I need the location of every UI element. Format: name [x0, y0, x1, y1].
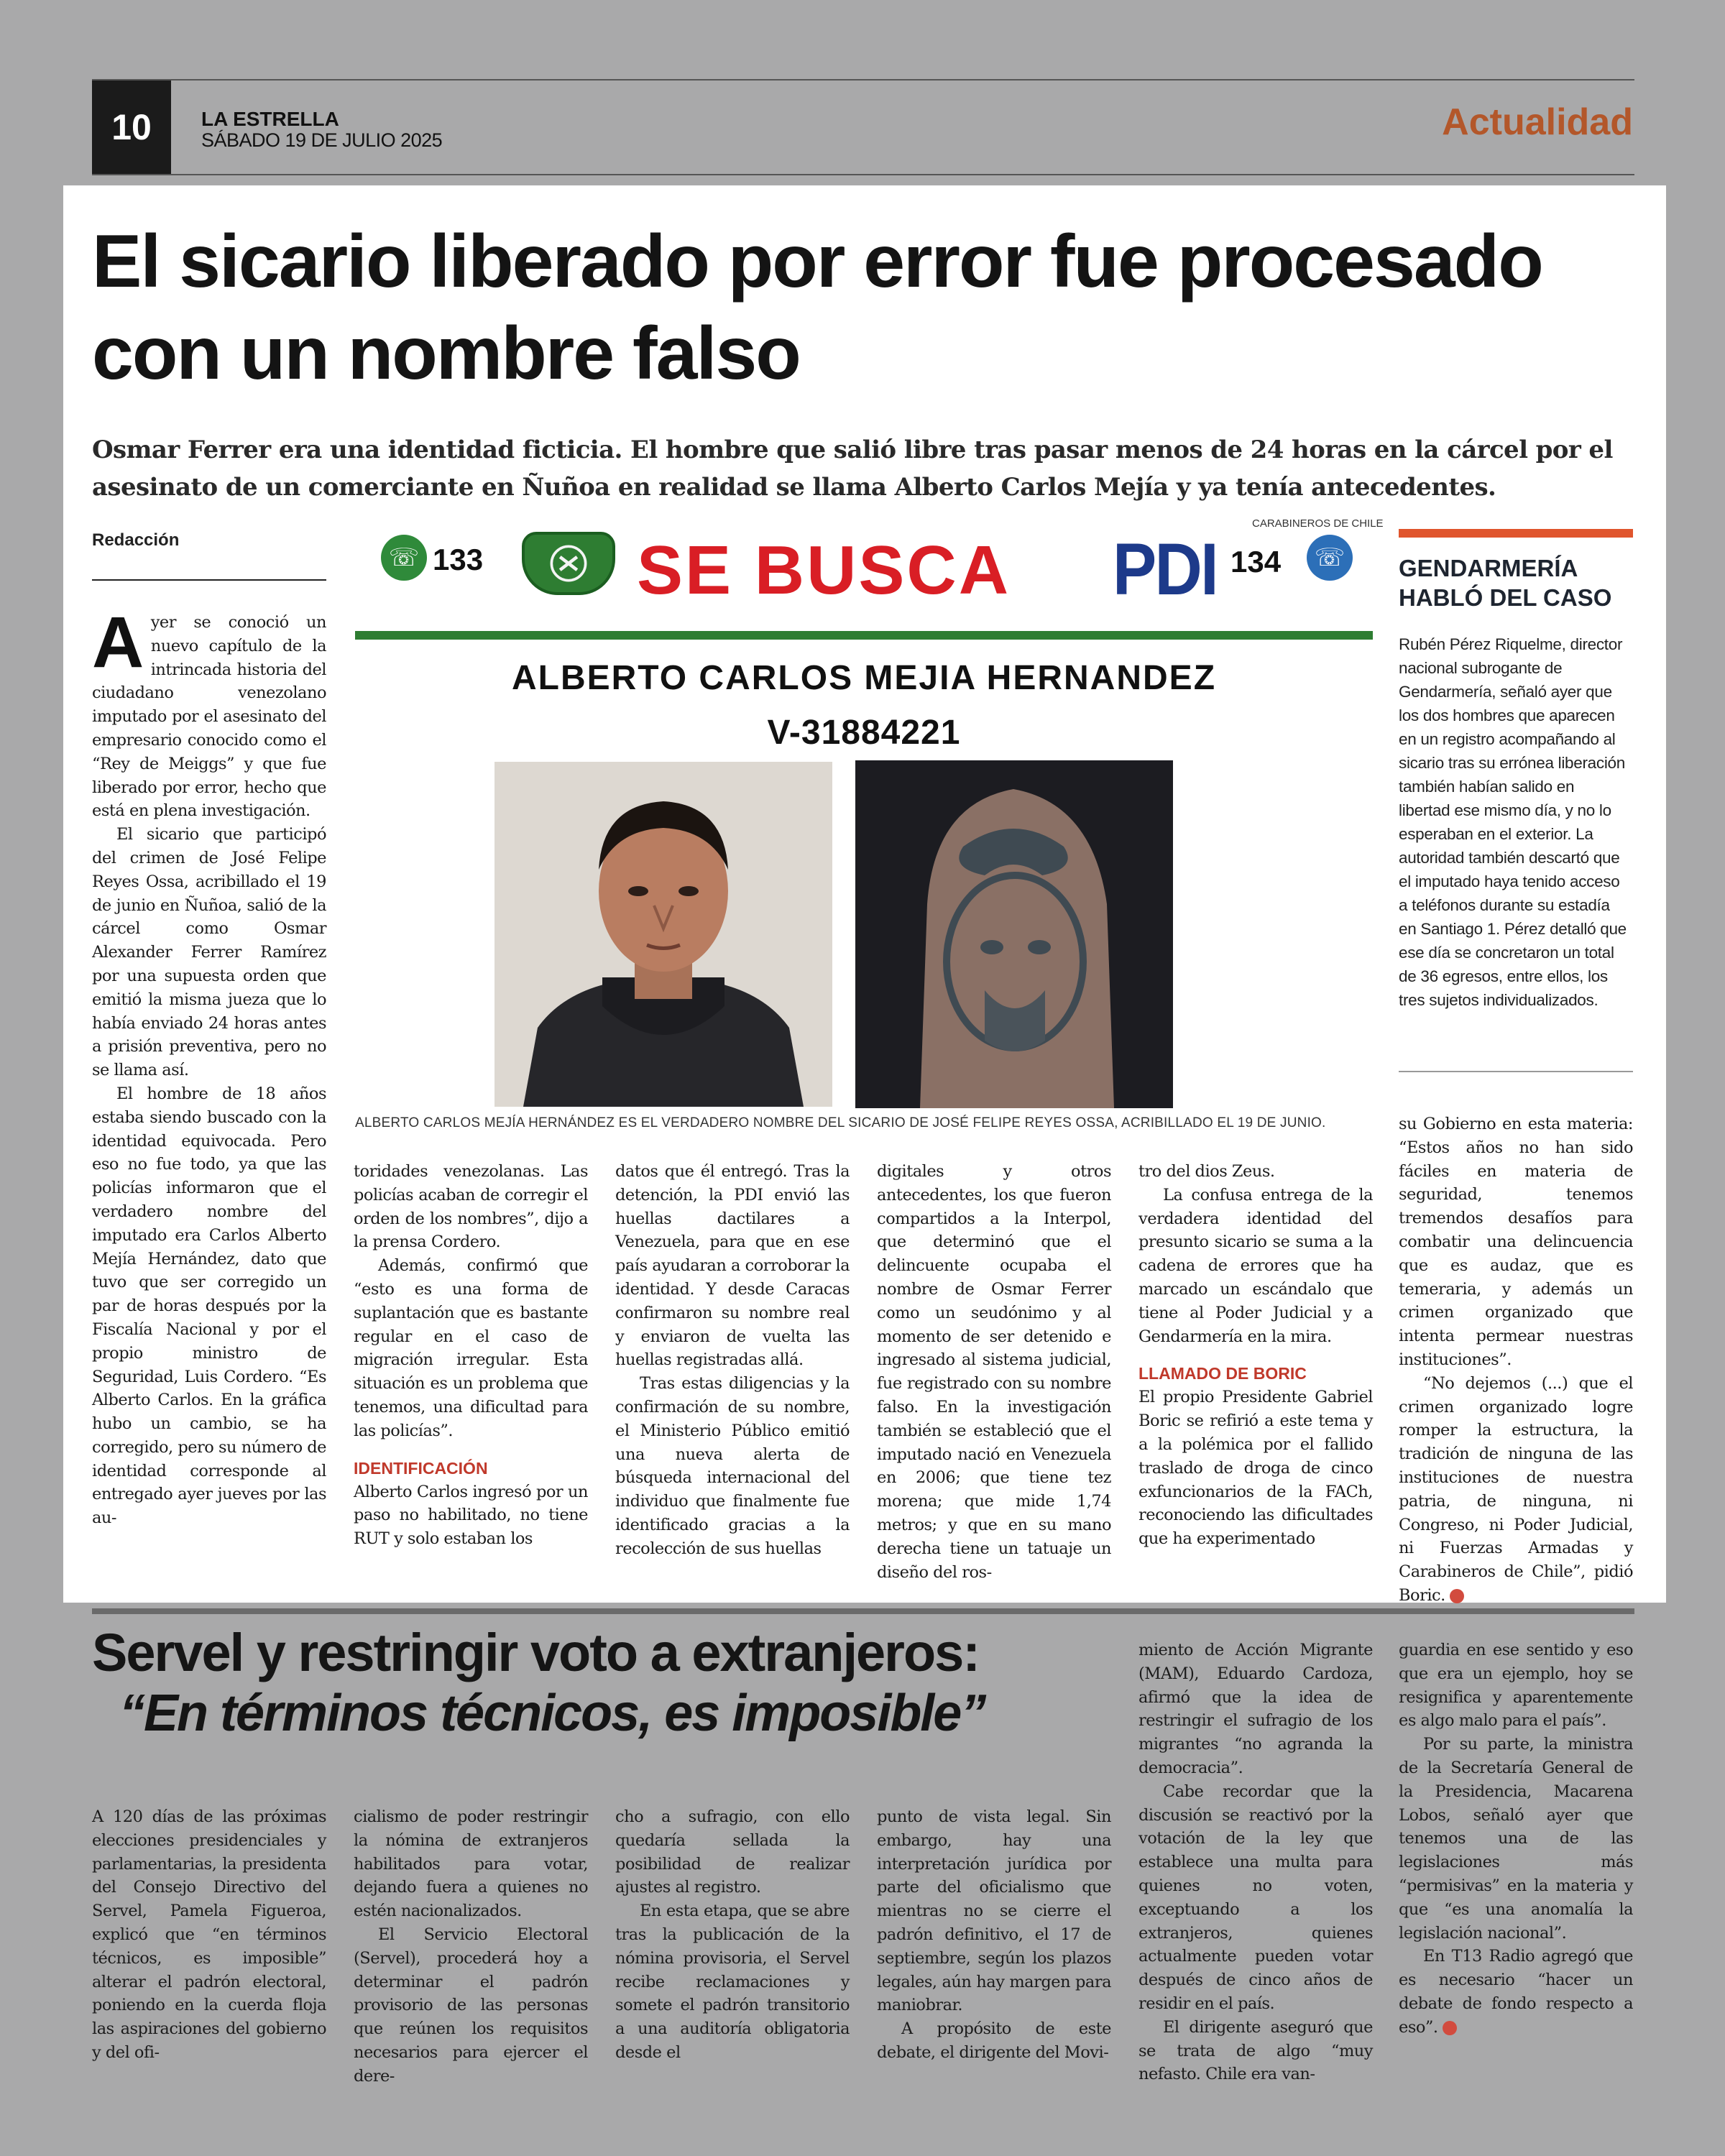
article-paragraph: El Servicio Electoral (Servel), procederá hoy a determinar el padrón provisorio de las personas que reúnen los requisitos necesarios para ejercer el dere- [354, 1925, 588, 2086]
article-headline: El sicario liberado por error fue procesado con un nombre falso [92, 220, 1542, 395]
page-number: 10 [92, 80, 171, 174]
photo-caption: ALBERTO CARLOS MEJÍA HERNÁNDEZ ES EL VERDADERO NOMBRE DEL SICARIO DE JOSÉ FELIPE REYES OSSA, ACRIBILLADO EL 19 DE JUNIO. [355, 1115, 1326, 1130]
subhead-identificacion: IDENTIFICACIÓN [354, 1458, 488, 1478]
sidebar-title: GENDARMERÍA HABLÓ DEL CASO [1399, 555, 1612, 611]
article-paragraph: El propio Presidente Gabriel Boric se refirió a este tema y a la polémica por el fallido traslado de droga de cinco exfuncionarios de la FACh, reconociendo las dificultades que ha experimentado [1138, 1388, 1373, 1549]
article2-headline: Servel y restringir voto a extranjeros: [92, 1623, 979, 1682]
article-paragraph: su Gobierno en esta materia: “Estos años no han sido fáciles en materia de seguridad, tenemos tremendos desafíos para combatir una delincuencia que es audaz, que es temeraria, y además un crimen organizado que intenta permear nuestras instituciones”. [1399, 1115, 1633, 1369]
article2-top-rule [92, 1608, 1634, 1614]
article-paragraph: En esta etapa, que se abre tras la publicación de la nómina provisoria, el Servel recibe reclamaciones y somete el padrón transitorio a una auditoría obligatoria desde el [615, 1902, 850, 2062]
article2-column-6 [1399, 1639, 1633, 2040]
article-paragraph: Alberto Carlos ingresó por un paso no habilitado, no tiene RUT y solo estaban los [354, 1482, 588, 1549]
article-paragraph: Cabe recordar que la discusión se reactivó por la votación de la ley que establece una multa para quienes no voten, exceptuando a los extranjeros, quienes actualmente pueden votar después de cinco años de residir en el país. [1138, 1782, 1373, 2013]
article2-subheadline: “En términos técnicos, es imposible” [119, 1685, 985, 1742]
article-paragraph: Por su parte, la ministra de la Secretaría General de la Presidencia, Macarena Lobos, señaló ayer que tenemos una de las legislaciones más “permisivas” en la materia y que “es una anomalía la legislación nacional”. [1399, 1735, 1633, 1943]
wanted-person-id: V-31884221 [767, 714, 961, 752]
article-paragraph: En T13 Radio agregó que es necesario “hacer un debate de fondo respecto a eso”. [1399, 1947, 1633, 2037]
article-paragraph: El hombre de 18 años estaba siendo buscado con la identidad equivocada. Pero eso no fue todo, ya que las policías informaron que el verdadero nombre del imputado era Carlos Alberto Mejía Hernández, dato que tuvo que ser corregido un par de horas después por la Fiscalía Nacional y por el propio ministro de Seguridad, Luis Cordero. “Es Alberto Carlos. En la gráfica hubo un cambio, se ha corregido, pero su número de identidad corresponde al entregado ayer jueves por las au- [92, 1084, 326, 1528]
article-paragraph: La confusa entrega de la verdadera identidad del presunto sicario se suma a la cadena de errores que ha marcado un escándalo que tiene al Poder Judicial y a Gendarmería en la mira. [1138, 1185, 1373, 1346]
article-paragraph: Ayer se conoció un nuevo capítulo de la intrincada historia del ciudadano venezolano imputado por el asesinato del empresario conocido como el “Rey de Meiggs” y que fue liberado por error, hecho que está en plena investigación. [92, 602, 326, 821]
drop-cap: A [92, 602, 144, 683]
newspaper-name: LA ESTRELLA [201, 108, 339, 130]
issue-date: SÁBADO 19 DE JULIO 2025 [201, 129, 443, 151]
article2-column-2 [354, 1805, 588, 2088]
article-paragraph: cho a sufragio, con ello quedaría sellada la posibilidad de realizar ajustes al registro. [615, 1807, 850, 1897]
header-bottom-rule [92, 174, 1634, 175]
article-paragraph: datos que él entregó. Tras la detención, la PDI envió las huellas dactilares a Venezuela, para que en ese país ayudaran a corroborar la identidad. Y desde Caracas confirmaron su nombre real y enviaron de vuelta las huellas registradas allá. [615, 1162, 850, 1370]
article-paragraph: miento de Acción Migrante (MAM), Eduardo Cardoza, afirmó que la idea de restringir el sufragio de los migrantes “no agranda la democracia”. [1138, 1641, 1373, 1777]
phone-icon: ☏ [1307, 535, 1353, 581]
article2-column-1 [92, 1805, 326, 2065]
article2-column-4 [877, 1805, 1111, 2065]
phone-icon: ☏ [381, 535, 427, 581]
pdi-logo: PDI [1113, 528, 1217, 610]
sidebar-body: Rubén Pérez Riquelme, director nacional subrogante de Gendarmería, señaló ayer que los dos hombres que aparecen en un registro acompañando al sicario tras su errónea liberación también habían salido en libertad ese mismo día, y no lo esperaban en el exterior. La autoridad también descartó que el imputado haya tenido acceso a teléfonos durante su estadía en Santiago 1. Pérez detalló que ese día se concretaron un total de 36 egresos, entre ellos, los tres sujetos individualizados. [1399, 635, 1627, 1009]
article-column-2 [354, 1160, 588, 1551]
article-paragraph: toridades venezolanas. Las policías acaban de corregir el orden de los nombres”, dijo a la prensa Cordero. [354, 1162, 588, 1252]
article-column-5 [1138, 1160, 1373, 1551]
article-paragraph: A propósito de este debate, el dirigente del Movi- [877, 2019, 1111, 2062]
byline-rule [92, 579, 326, 581]
article-paragraph: tro del dios Zeus. [1138, 1162, 1275, 1181]
tattoo-photo [855, 760, 1173, 1108]
article-byline: Redacción [92, 530, 180, 550]
end-of-article-icon [1443, 2021, 1457, 2035]
article-paragraph: digitales y otros antecedentes, los que fueron compartidos a la Interpol, que determinó que el delincuente ocupaba el nombre de Osmar Ferrer como un seudónimo y al momento de ser detenido e ingresado al sistema judicial, fue registrado con su nombre falso. En la investigación también se estableció que el imputado nació en Venezuela en 2006; que tiene tez morena; que mide 1,74 metros; y que en su mano derecha tiene un tatuaje un diseño del ros- [877, 1162, 1111, 1582]
article-column-4 [877, 1160, 1111, 1584]
poster-green-rule [355, 631, 1373, 640]
carabineros-label: CARABINEROS DE CHILE [1252, 517, 1384, 530]
article2-column-5 [1138, 1639, 1373, 2086]
article-column-6 [1399, 1112, 1633, 1608]
section-label: Actualidad [1442, 101, 1633, 143]
poster-phone-number-left: 133 [433, 543, 484, 576]
carabineros-badge-icon [522, 532, 615, 595]
article-paragraph: El sicario que participó del crimen de José Felipe Reyes Ossa, acribillado el 19 de junio en Ñuñoa, salió de la cárcel como Osmar Alexander Ferrer Ramírez por una supuesta orden que emitió la misma jueza que lo había enviado 24 horas antes a prisión preventiva, pero no se llama así. [92, 825, 326, 1080]
suspect-photo [494, 762, 832, 1107]
wanted-person-name: ALBERTO CARLOS MEJIA HERNANDEZ [511, 659, 1217, 697]
article-paragraph: A 120 días de las próximas elecciones presidenciales y parlamentarias, la presidenta del Consejo Directivo del Servel, Pamela Figueroa, explicó que “en términos técnicos, es imposible” alterar el padrón electoral, poniendo en la cuerda floja las aspiraciones del gobierno y del ofi- [92, 1807, 326, 2062]
header-top-rule [92, 79, 1634, 80]
article-deck: Osmar Ferrer era una identidad ficticia. El hombre que salió libre tras pasar menos de 24 horas en la cárcel por el asesinato de un comerciante en Ñuñoa en realidad se llama Alberto Carlos Mejía y ya tenía antecedentes. [92, 436, 1613, 502]
article-column-1 [92, 602, 326, 1530]
article-column-3 [615, 1160, 850, 1561]
article2-column-3 [615, 1805, 850, 2065]
poster-phone-number-right: 134 [1230, 545, 1282, 579]
sidebar-accent-rule [1399, 529, 1633, 538]
sidebar-end-rule [1399, 1071, 1633, 1072]
article-paragraph: guardia en ese sentido y eso que era un ejemplo, hoy se resignifica y aparentemente es algo malo para el país”. [1399, 1641, 1633, 1731]
poster-title: SE BUSCA [637, 532, 1011, 609]
subhead-llamado-de-boric: LLAMADO DE BORIC [1138, 1364, 1307, 1383]
end-of-article-icon [1450, 1589, 1464, 1603]
article-paragraph: Tras estas diligencias y la confirmación de su nombre, el Ministerio Público emitió una nueva alerta de búsqueda internacional del individuo que finalmente fue identificado gracias a la recolección de sus huellas [615, 1374, 850, 1558]
article-paragraph: punto de vista legal. Sin embargo, hay una interpretación jurídica por parte del oficialismo que mientras no se cierre el padrón definitivo, el 17 de septiembre, según los plazos legales, aún hay margen para maniobrar. [877, 1807, 1111, 2015]
article-paragraph: Además, confirmó que “esto es una forma de suplantación que es bastante regular en el caso de migración irregular. Esta situación es un problema que tenemos, una dificultad para las policías”. [354, 1256, 588, 1440]
article-paragraph: El dirigente aseguró que se trata de algo “muy nefasto. Chile era van- [1138, 2017, 1373, 2084]
article-paragraph: cialismo de poder restringir la nómina de extranjeros habilitados para votar, dejando fuera a quienes no estén nacionalizados. [354, 1807, 588, 1921]
article-paragraph: “No dejemos (...) que el crimen organizado logre romper la estructura, la tradición de ninguna de las instituciones de nuestra patria, de ninguna, ni Congreso, ni Poder Judicial, ni Fuerzas Armadas y Carabineros de Chile”, pidió Boric. [1399, 1373, 1633, 1605]
